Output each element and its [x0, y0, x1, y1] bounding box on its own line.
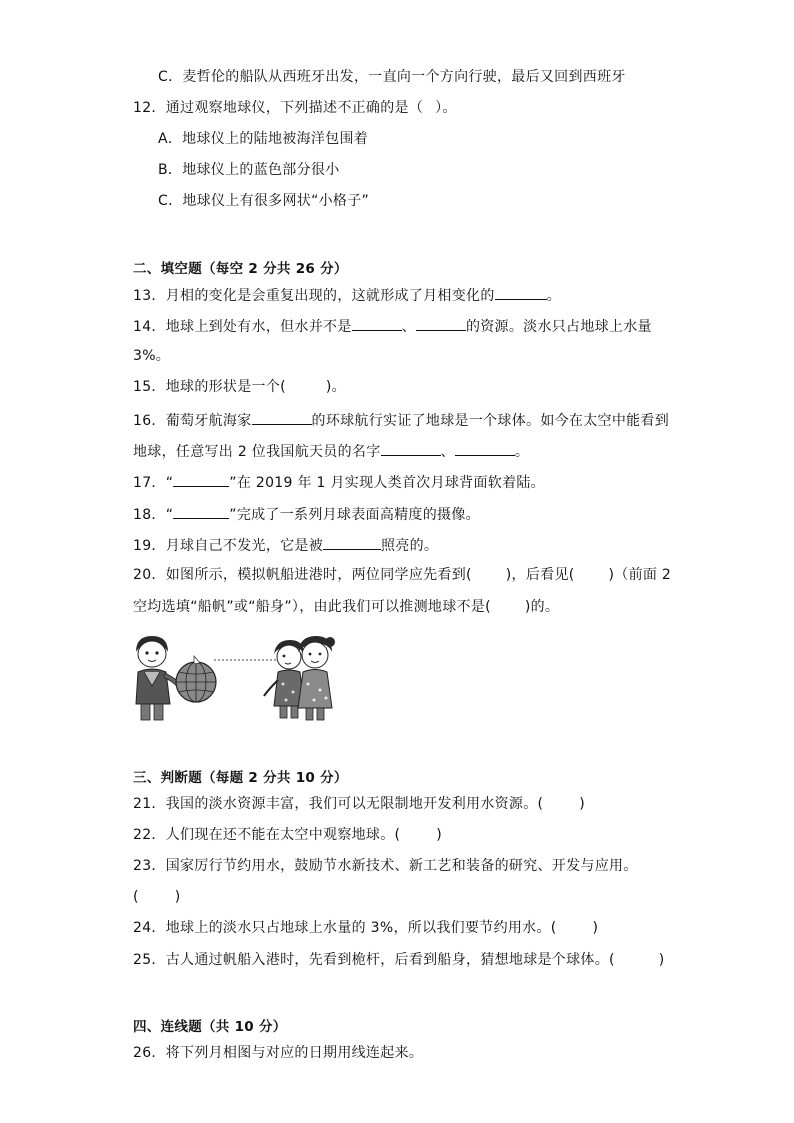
answer-blank[interactable] — [352, 316, 402, 331]
q18-stem: 18．“ ”完成了一系列月球表面高精度的摄像。 — [133, 504, 480, 524]
q12-option-b: B．地球仪上的蓝色部分很小 — [158, 162, 340, 178]
q12-stem: 12．通过观察地球仪，下列描述不正确的是（ ）。 — [133, 100, 457, 116]
boy-figure — [136, 636, 182, 720]
answer-blank[interactable] — [495, 285, 547, 300]
q14-stem: 14．地球上到处有水，但水并不是 、 的资源。淡水只占地球上水量 — [133, 316, 652, 336]
section-heading-matching: 四、连线题（共 10 分） — [133, 1019, 287, 1035]
q13-stem: 13．月相的变化是会重复出现的，这就形成了月相变化的 。 — [133, 285, 561, 305]
q16-stem-continued: 地球，任意写出 2 位我国航天员的名字 、 。 — [133, 441, 529, 461]
q24-stem: 24．地球上的淡水只占地球上水量的 3%，所以我们要节约用水。( ) — [133, 920, 599, 936]
answer-blank[interactable] — [252, 410, 312, 425]
answer-blank[interactable] — [173, 472, 229, 487]
answer-blank[interactable] — [455, 441, 515, 456]
q23-stem-continued: ( ) — [133, 889, 181, 905]
q19-stem: 19．月球自己不发光，它是被 照亮的。 — [133, 535, 438, 555]
q14-stem-continued: 3%。 — [133, 348, 171, 364]
q11-option-c: C．麦哲伦的船队从西班牙出发，一直向一个方向行驶，最后又回到西班牙 — [158, 69, 626, 85]
q20-stem: 20．如图所示，模拟帆船进港时，两位同学应先看到( )，后看见( )（前面 2 — [133, 567, 672, 583]
q20-stem-continued: 空均选填“船帆”或“船身”），由此我们可以推测地球不是( )的。 — [133, 599, 560, 615]
girls-figure — [264, 636, 335, 720]
globe-sailboat-illustration — [128, 632, 338, 724]
q22-stem: 22．人们现在还不能在太空中观察地球。( ) — [133, 827, 443, 843]
globe-icon — [176, 656, 216, 702]
answer-blank[interactable] — [381, 441, 441, 456]
answer-blank[interactable] — [416, 316, 466, 331]
q21-stem: 21．我国的淡水资源丰富，我们可以无限制地开发利用水资源。( ) — [133, 796, 586, 812]
q17-stem: 17．“ ”在 2019 年 1 月实现人类首次月球背面软着陆。 — [133, 472, 545, 492]
q15-stem: 15．地球的形状是一个( )。 — [133, 379, 346, 395]
q16-stem: 16．葡萄牙航海家 的环球航行实证了地球是一个球体。如今在太空中能看到 — [133, 410, 669, 430]
q25-stem: 25．古人通过帆船入港时，先看到桅杆，后看到船身，猜想地球是个球体。( ) — [133, 952, 665, 968]
answer-blank[interactable] — [173, 504, 229, 519]
q23-stem: 23．国家厉行节约用水，鼓励节水新技术、新工艺和装备的研究、开发与应用。 — [133, 858, 638, 874]
q12-option-a: A．地球仪上的陆地被海洋包围着 — [158, 131, 369, 147]
q26-stem: 26．将下列月相图与对应的日期用线连起来。 — [133, 1045, 424, 1061]
answer-blank[interactable] — [323, 535, 381, 550]
section-heading-true-false: 三、判断题（每题 2 分共 10 分） — [133, 770, 348, 786]
section-heading-fill-in: 二、填空题（每空 2 分共 26 分） — [133, 261, 348, 277]
q12-option-c: C．地球仪上有很多网状“小格子” — [158, 193, 370, 209]
